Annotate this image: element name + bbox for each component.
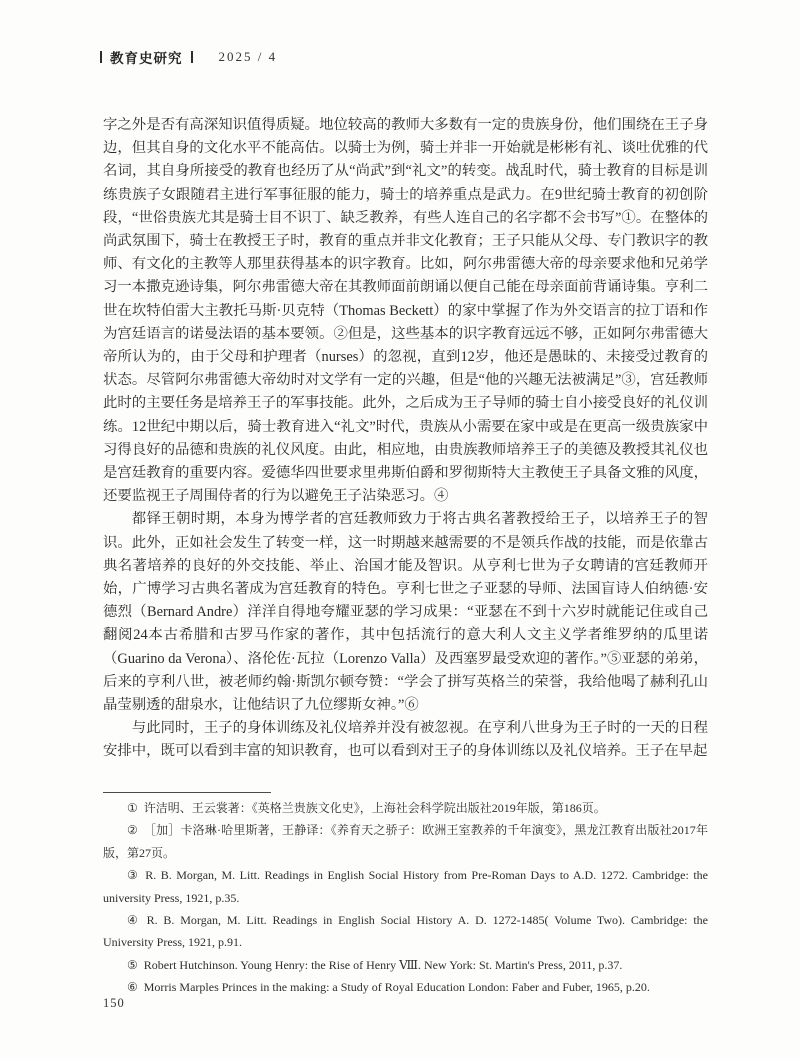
footnote-text: R. B. Morgan, M. Litt. Readings in English Social History A. D. 1272-1485( Volume Two). Cambridge: the University Press, 1921, p.91. xyxy=(103,913,708,950)
footnote-text: R. B. Morgan, M. Litt. Readings in English Social History from Pre-Roman Days to A.D. 1272. Cambridge: the university Press, 1921, p.35. xyxy=(103,868,708,905)
footnote-text: Robert Hutchinson. Young Henry: the Rise of Henry Ⅷ. New York: St. Martin's Press, 2011, p.37. xyxy=(143,957,623,972)
footnote-marker: ⑥ xyxy=(127,980,138,995)
footnote-divider xyxy=(103,792,271,793)
footnote-text: ［加］卡洛琳·哈里斯著，王静译：《养育天之骄子：欧洲王室教养的千年演变》，黑龙江教育出版社2017年版，第27页。 xyxy=(103,823,708,860)
footnote-text: 许洁明、王云裳著：《英格兰贵族文化史》，上海社会科学院出版社2019年版，第186页。 xyxy=(143,801,606,815)
footnote-marker: ③ xyxy=(127,868,140,883)
footnote-marker: ① xyxy=(127,801,138,815)
footnote-item xyxy=(103,819,708,864)
footnote-text: Morris Marples Princes in the making: a Study of Royal Education London: Faber and Fuber, 1965, p.20. xyxy=(143,980,650,995)
page-number: 150 xyxy=(103,996,125,1010)
footnotes-section xyxy=(103,797,708,999)
footnote-marker: ④ xyxy=(127,913,141,928)
footnote-item xyxy=(103,976,708,998)
body-paragraph: 都铎王朝时期，本身为博学者的宫廷教师致力于将古典名著教授给王子，以培养王子的智识。此外，正如社会发生了转变一样，这一时期越来越需要的不是领兵作战的技能，而是依靠古典名著培养的良好的外交技能、举止、治国才能及智识。从亨利七世为子女聘请的宫廷教师开始，广博学习古典名著成为宫廷教育的特色。亨利七世之子亚瑟的导师、法国盲诗人伯纳德·安德烈（Bernard Andre）洋洋自得地夸耀亚瑟的学习成果：“亚瑟在不到十六岁时就能记住或自己翻阅24本古希腊和古罗马作家的著作，其中包括流行的意大利人文主义学者维罗纳的瓜里诺（Guarino da Verona）、洛伦佐·瓦拉（Lorenzo Valla）及西塞罗最受欢迎的著作。”⑤亚瑟的弟弟，后来的亨利八世，被老师约翰·斯凯尔顿夸赞：“学会了拼写英格兰的荣誉，我给他喝了赫利孔山晶莹剔透的甜泉水，让他结识了九位缪斯女神。”⑥ xyxy=(103,511,708,714)
body-paragraph: 与此同时，王子的身体训练及礼仪培养并没有被忽视。在亨利八世身为王子时的一天的日程安排中，既可以看到丰富的知识教育，也可以看到对王子的身体训练以及礼仪培养。王子在早起 xyxy=(103,720,708,760)
footnote-item xyxy=(103,797,708,819)
footnote-item xyxy=(103,954,708,976)
running-head xyxy=(100,47,277,67)
header-divider-bar-right xyxy=(191,51,193,63)
footnote-marker: ② xyxy=(127,823,138,838)
footnote-item xyxy=(103,909,708,954)
header-divider-bar-left xyxy=(100,51,102,63)
footnote-marker: ⑤ xyxy=(127,957,138,972)
article-body xyxy=(103,114,708,764)
issue-number: 2025 / 4 xyxy=(218,49,278,64)
footnote-item xyxy=(103,864,708,909)
body-paragraph: 字之外是否有高深知识值得质疑。地位较高的教师大多数有一定的贵族身份，他们围绕在王子身边，但其自身的文化水平不能高估。以骑士为例，骑士并非一开始就是彬彬有礼、谈吐优雅的代名词，其自身所接受的教育也经历了从“尚武”到“礼文”的转变。战乱时代，骑士教育的目标是训练贵族子女跟随君主进行军事征服的能力，骑士的培养重点是武力。在9世纪骑士教育的初创阶段，“世俗贵族尤其是骑士目不识丁、缺乏教养，有些人连自己的名字都不会书写”①。在整体的尚武氛围下，骑士在教授王子时，教育的重点并非文化教育；王子只能从父母、专门教识字的教师、有文化的主教等人那里获得基本的识字教育。比如，阿尔弗雷德大帝的母亲要求他和兄弟学习一本撒克逊诗集，阿尔弗雷德大帝在其教师面前朗诵以便自己能在母亲面前背诵诗集。亨利二世在坎特伯雷大主教托马斯·贝克特（Thomas Beckett）的家中掌握了作为外交语言的拉丁语和作为宫廷语言的诺曼法语的基本要领。②但是，这些基本的识字教育远远不够，正如阿尔弗雷德大帝所认为的，由于父母和护理者（nurses）的忽视，直到12岁，他还是愚昧的、未接受过教育的状态。尽管阿尔弗雷德大帝幼时对文学有一定的兴趣，但是“他的兴趣无法被满足”③，宫廷教师此时的主要任务是培养王子的军事技能。此外，之后成为王子导师的骑士自小接受良好的礼仪训练。12世纪中期以后，骑士教育进入“礼文”时代，贵族从小需要在家中或是在更高一级贵族家中习得良好的品德和贵族的礼仪风度。由此，相应地，由贵族教师培养王子的美德及教授其礼仪也是宫廷教育的重要内容。爱德华四世要求里弗斯伯爵和罗彻斯特大主教使王子具备文雅的风度，还要监视王子周围侍者的行为以避免王子沾染恶习。④ xyxy=(103,117,708,505)
journal-title: 教育史研究 xyxy=(110,51,183,66)
